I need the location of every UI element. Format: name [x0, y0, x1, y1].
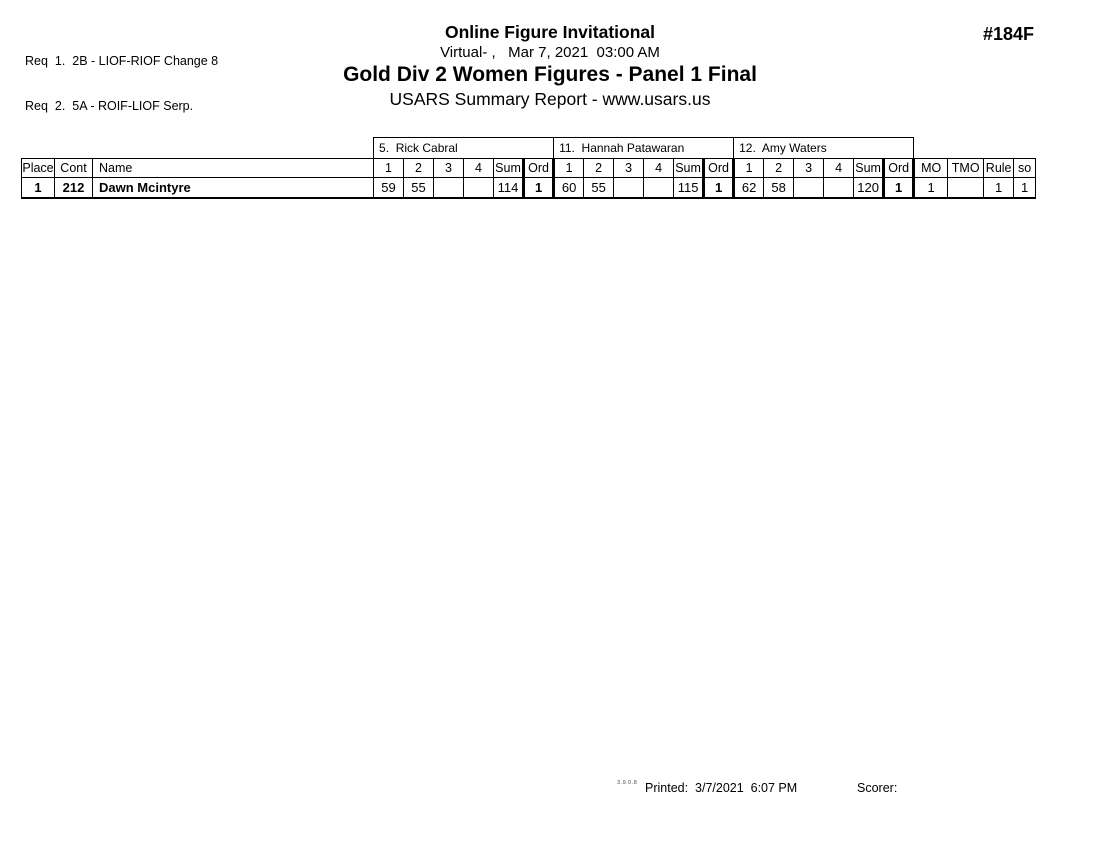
printed-timestamp: Printed: 3/7/2021 6:07 PM: [645, 781, 798, 795]
requirement-line-2: Req 2. 5A - ROIF-LIOF Serp.: [25, 99, 194, 113]
col-header-j3-1: 1: [734, 159, 764, 178]
cell-j1-sum: 114: [494, 178, 524, 198]
col-header-j3-ord: Ord: [884, 159, 914, 178]
col-header-so: so: [1014, 159, 1036, 178]
cell-tmo: [948, 178, 984, 198]
col-header-j1-1: 1: [374, 159, 404, 178]
division-title: Gold Div 2 Women Figures - Panel 1 Final: [343, 63, 757, 86]
col-header-j3-4: 4: [824, 159, 854, 178]
cell-place: 1: [22, 178, 55, 198]
cell-j3-3: [794, 178, 824, 198]
col-header-j3-sum: Sum: [854, 159, 884, 178]
col-header-j1-4: 4: [464, 159, 494, 178]
event-title: Online Figure Invitational: [444, 22, 656, 42]
judge-header-1: 5. Rick Cabral: [374, 138, 554, 159]
col-header-name: Name: [93, 159, 374, 178]
cell-j1-1: 59: [374, 178, 404, 198]
cell-mo: 1: [914, 178, 948, 198]
judge-header-2: 11. Hannah Patawaran: [554, 138, 734, 159]
table-row: [22, 178, 1036, 198]
cell-j1-2: 55: [404, 178, 434, 198]
col-header-j1-sum: Sum: [494, 159, 524, 178]
requirement-line-1: Req 1. 2B - LIOF-RIOF Change 8: [25, 54, 219, 68]
cell-j1-ord: 1: [524, 178, 554, 198]
cell-j2-ord: 1: [704, 178, 734, 198]
col-header-j2-2: 2: [584, 159, 614, 178]
judge-row-left-spacer: [22, 138, 374, 159]
column-header-row: [22, 159, 1036, 178]
col-header-mo: MO: [914, 159, 948, 178]
version-mark: 3.9.0.8: [617, 780, 638, 786]
col-header-cont: Cont: [55, 159, 93, 178]
judge-header-3: 12. Amy Waters: [734, 138, 914, 159]
col-header-j2-sum: Sum: [674, 159, 704, 178]
col-header-j3-2: 2: [764, 159, 794, 178]
col-header-j1-2: 2: [404, 159, 434, 178]
cell-j3-sum: 120: [854, 178, 884, 198]
report-title: USARS Summary Report - www.usars.us: [389, 89, 711, 109]
cell-j2-1: 60: [554, 178, 584, 198]
cell-j3-4: [824, 178, 854, 198]
event-number: #184F: [983, 24, 1035, 44]
cell-j1-3: [434, 178, 464, 198]
cell-j3-1: 62: [734, 178, 764, 198]
cell-j3-2: 58: [764, 178, 794, 198]
col-header-place: Place: [22, 159, 55, 178]
cell-j1-4: [464, 178, 494, 198]
cell-j2-2: 55: [584, 178, 614, 198]
col-header-j2-4: 4: [644, 159, 674, 178]
cell-name: Dawn Mcintyre: [93, 178, 374, 198]
col-header-j1-ord: Ord: [524, 159, 554, 178]
col-header-j2-1: 1: [554, 159, 584, 178]
cell-j3-ord: 1: [884, 178, 914, 198]
col-header-j2-3: 3: [614, 159, 644, 178]
col-header-j3-3: 3: [794, 159, 824, 178]
cell-rule: 1: [984, 178, 1014, 198]
cell-cont: 212: [55, 178, 93, 198]
results-table: [21, 137, 1036, 199]
judge-row-right-spacer: [914, 138, 1036, 159]
col-header-j2-ord: Ord: [704, 159, 734, 178]
cell-j2-4: [644, 178, 674, 198]
cell-so: 1: [1014, 178, 1036, 198]
col-header-rule: Rule: [984, 159, 1014, 178]
cell-j2-sum: 115: [674, 178, 704, 198]
col-header-tmo: TMO: [948, 159, 984, 178]
report-header: [0, 22, 1100, 110]
scorer-label: Scorer:: [857, 781, 898, 795]
cell-j2-3: [614, 178, 644, 198]
judge-name-row: [22, 138, 1036, 159]
event-date-line: Virtual- , Mar 7, 2021 03:00 AM: [440, 44, 660, 61]
col-header-j1-3: 3: [434, 159, 464, 178]
